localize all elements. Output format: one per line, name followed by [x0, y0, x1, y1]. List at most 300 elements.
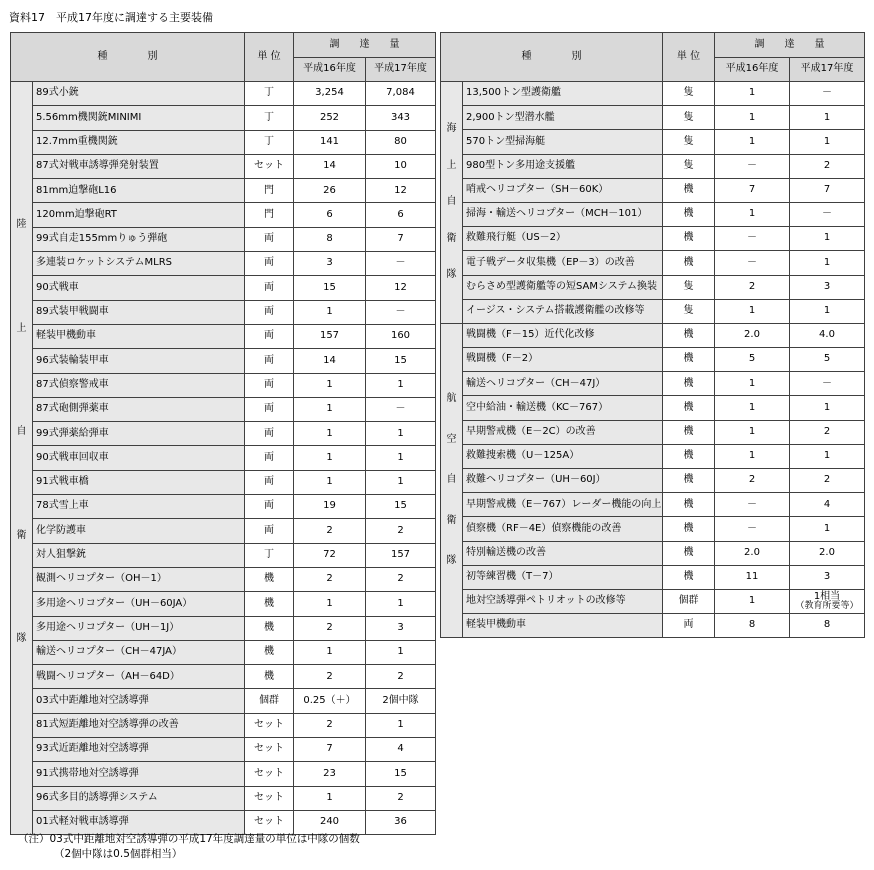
- table-row: [441, 348, 865, 372]
- item-h16: 2: [294, 665, 366, 689]
- item-unit: 両: [245, 446, 294, 470]
- item-name: 特別輸送機の改善: [463, 541, 663, 565]
- item-h16: 1: [294, 446, 366, 470]
- item-name: 89式小銃: [33, 82, 245, 106]
- item-name: 掃海・輸送ヘリコプター（MCH－101）: [463, 202, 663, 226]
- table-row: [11, 252, 436, 276]
- item-h17: [790, 589, 865, 613]
- header-kind: 種 別: [441, 33, 663, 82]
- item-unit: 丁: [245, 543, 294, 567]
- item-h17: 1: [366, 640, 436, 664]
- item-name: イージス・システム搭載護衛艦の改修等: [463, 299, 663, 323]
- item-h17: 6: [366, 203, 436, 227]
- header-h17: 平成17年度: [366, 58, 436, 82]
- item-h17: －: [366, 252, 436, 276]
- table-row: [11, 397, 436, 421]
- item-h16: 1: [715, 299, 790, 323]
- group-label-char: 衛: [446, 232, 457, 244]
- item-h16: 1: [715, 420, 790, 444]
- item-name: 対人狙撃銃: [33, 543, 245, 567]
- header-kind: 種 別: [11, 33, 245, 82]
- item-unit: 丁: [245, 106, 294, 130]
- item-unit: セット: [245, 713, 294, 737]
- header-h17: 平成17年度: [790, 58, 865, 82]
- item-h17-main: 1相当: [813, 590, 841, 602]
- item-unit: 機: [663, 202, 715, 226]
- item-h17: 8: [790, 614, 865, 638]
- item-h16: 1: [294, 422, 366, 446]
- item-h16: 2: [715, 469, 790, 493]
- item-name: 早期警戒機（E－2C）の改善: [463, 420, 663, 444]
- item-h17: 2: [366, 519, 436, 543]
- item-unit: 両: [245, 422, 294, 446]
- table-row: [11, 324, 436, 348]
- item-h16: 2.0: [715, 323, 790, 347]
- item-h17: 160: [366, 324, 436, 348]
- item-h17: 15: [366, 349, 436, 373]
- item-h16: 72: [294, 543, 366, 567]
- item-name: 81mm迫撃砲L16: [33, 179, 245, 203]
- item-h16: 7: [294, 738, 366, 762]
- item-unit: 機: [245, 640, 294, 664]
- group-label-char: 上: [446, 159, 457, 171]
- item-h16: 1: [294, 592, 366, 616]
- item-h17: 7: [366, 227, 436, 251]
- item-unit: 機: [663, 517, 715, 541]
- item-h16: 23: [294, 762, 366, 786]
- item-name: 87式偵察警戒車: [33, 373, 245, 397]
- group-label-char: 衛: [446, 514, 457, 526]
- table-row: [441, 420, 865, 444]
- item-unit: 両: [245, 373, 294, 397]
- item-h16: 1: [294, 786, 366, 810]
- group-label-char: 陸: [16, 219, 27, 230]
- item-unit: 機: [245, 592, 294, 616]
- item-unit: 隻: [663, 299, 715, 323]
- table-row: [441, 202, 865, 226]
- item-h17: 1: [366, 373, 436, 397]
- item-name: 電子戦データ収集機（EP－3）の改善: [463, 251, 663, 275]
- item-h16: 6: [294, 203, 366, 227]
- item-unit: 門: [245, 179, 294, 203]
- item-h17: 2: [790, 420, 865, 444]
- table-row: [441, 130, 865, 154]
- item-unit: 両: [245, 397, 294, 421]
- table-row: [441, 275, 865, 299]
- item-h16: 3: [294, 252, 366, 276]
- item-unit: 個群: [245, 689, 294, 713]
- item-h17: 4: [366, 738, 436, 762]
- item-h17: 2: [366, 567, 436, 591]
- item-h16: 1: [294, 373, 366, 397]
- table-row: [11, 689, 436, 713]
- item-h16: 2: [294, 567, 366, 591]
- item-name: 81式短距離地対空誘導弾の改善: [33, 713, 245, 737]
- item-name: 01式軽対戦車誘導弾: [33, 810, 245, 834]
- item-name: 96式多目的誘導弾システム: [33, 786, 245, 810]
- item-unit: 両: [663, 614, 715, 638]
- item-name: 救難ヘリコプター（UH－60J）: [463, 469, 663, 493]
- table-row: [11, 519, 436, 543]
- item-h16: 2: [294, 519, 366, 543]
- group-label-char: 隊: [446, 269, 457, 281]
- item-name: 早期警戒機（E－767）レーダー機能の向上: [463, 493, 663, 517]
- item-h17: 10: [366, 154, 436, 178]
- item-name: 軽装甲機動車: [33, 324, 245, 348]
- item-h17: 1: [366, 592, 436, 616]
- item-h16: 1: [294, 300, 366, 324]
- item-name: 救難捜索機（U－125A）: [463, 444, 663, 468]
- item-unit: 門: [245, 203, 294, 227]
- group-label-char: 隊: [446, 555, 457, 567]
- group-label-char: 衛: [16, 529, 27, 541]
- item-h16: 1: [294, 397, 366, 421]
- item-h17: 2個中隊: [366, 689, 436, 713]
- item-h16: 1: [715, 396, 790, 420]
- item-h16: 15: [294, 276, 366, 300]
- item-h17: 2: [790, 154, 865, 178]
- item-unit: 丁: [245, 130, 294, 154]
- item-unit: 両: [245, 519, 294, 543]
- header-unit: 単 位: [663, 33, 715, 82]
- item-name: 120mm迫撃砲RT: [33, 203, 245, 227]
- item-name: 5.56mm機関銃MINIMI: [33, 106, 245, 130]
- page-title: 資料17 平成17年度に調達する主要装備: [9, 11, 213, 24]
- item-h16: 7: [715, 178, 790, 202]
- item-h16: －: [715, 154, 790, 178]
- item-unit: 両: [245, 252, 294, 276]
- item-name: 軽装甲機動車: [463, 614, 663, 638]
- table-row: [441, 251, 865, 275]
- table-row: [11, 154, 436, 178]
- item-unit: 隻: [663, 154, 715, 178]
- item-h17: 1: [790, 444, 865, 468]
- item-name: 輸送ヘリコプター（CH－47JA）: [33, 640, 245, 664]
- item-name: 78式雪上車: [33, 495, 245, 519]
- item-h17: －: [790, 82, 865, 106]
- item-name: 空中給油・輸送機（KC－767）: [463, 396, 663, 420]
- item-h17: 1: [366, 446, 436, 470]
- header-amount: 調 達 量: [715, 33, 865, 58]
- item-h16: 0.25（＋）: [294, 689, 366, 713]
- item-h17: 1: [790, 227, 865, 251]
- item-h16: 1: [715, 444, 790, 468]
- table-row: [11, 786, 436, 810]
- msdf-asdf-procurement-table: [440, 32, 865, 638]
- item-h16: 14: [294, 349, 366, 373]
- item-h17: －: [366, 397, 436, 421]
- group-label: [441, 82, 463, 324]
- item-name: 多用途ヘリコプター（UH－1J）: [33, 616, 245, 640]
- item-h16: 1: [715, 589, 790, 613]
- item-name: 戦闘機（F－15）近代化改修: [463, 323, 663, 347]
- table-row: [11, 130, 436, 154]
- table-row: [441, 565, 865, 589]
- group-label-char: 隊: [16, 633, 27, 644]
- item-h17: 3: [790, 565, 865, 589]
- item-h17: 7,084: [366, 82, 436, 106]
- item-h17: 1: [790, 299, 865, 323]
- item-unit: 機: [245, 567, 294, 591]
- item-h17: 80: [366, 130, 436, 154]
- item-h16: 2: [715, 275, 790, 299]
- table-row: [441, 227, 865, 251]
- item-name: 91式携帯地対空誘導弾: [33, 762, 245, 786]
- table-row: [11, 665, 436, 689]
- item-unit: 機: [245, 665, 294, 689]
- item-name: 多連装ロケットシステムMLRS: [33, 252, 245, 276]
- table-row: [11, 203, 436, 227]
- item-h16: 19: [294, 495, 366, 519]
- table-row: [11, 738, 436, 762]
- table-row: [11, 470, 436, 494]
- item-unit: 機: [663, 372, 715, 396]
- item-h17: 3: [790, 275, 865, 299]
- group-label-char: 上: [16, 322, 27, 334]
- table-row: [441, 106, 865, 130]
- item-h16: 1: [715, 106, 790, 130]
- item-name: 戦闘機（F－2）: [463, 348, 663, 372]
- item-h17: 2: [366, 665, 436, 689]
- item-h16: 1: [715, 202, 790, 226]
- item-h16: 8: [715, 614, 790, 638]
- item-h17: 36: [366, 810, 436, 834]
- item-h16: 157: [294, 324, 366, 348]
- item-h16: 3,254: [294, 82, 366, 106]
- item-h17: 2: [790, 469, 865, 493]
- item-name: 13,500トン型護衛艦: [463, 82, 663, 106]
- item-name: 化学防護車: [33, 519, 245, 543]
- item-unit: 機: [663, 396, 715, 420]
- item-unit: 機: [663, 469, 715, 493]
- item-name: 87式砲側弾薬車: [33, 397, 245, 421]
- item-h17: 15: [366, 495, 436, 519]
- item-h17: －: [790, 372, 865, 396]
- item-h16: 5: [715, 348, 790, 372]
- item-unit: セット: [245, 738, 294, 762]
- group-label-char: 自: [16, 426, 27, 437]
- item-unit: 丁: [245, 82, 294, 106]
- header-h16: 平成16年度: [294, 58, 366, 82]
- item-h17: 2.0: [790, 541, 865, 565]
- item-name: 12.7mm重機関銃: [33, 130, 245, 154]
- table-row: [11, 106, 436, 130]
- item-unit: 両: [245, 349, 294, 373]
- item-h17: 1: [790, 130, 865, 154]
- item-unit: 個群: [663, 589, 715, 613]
- item-h17: 15: [366, 762, 436, 786]
- item-h16: 1: [715, 372, 790, 396]
- item-unit: 機: [663, 323, 715, 347]
- item-name: 90式戦車: [33, 276, 245, 300]
- item-unit: 両: [245, 470, 294, 494]
- group-label-char: 海: [446, 123, 457, 135]
- table-row: [441, 82, 865, 106]
- item-h16: 26: [294, 179, 366, 203]
- item-h16: －: [715, 251, 790, 275]
- item-h16: 2: [294, 713, 366, 737]
- item-name: 2,900トン型潜水艦: [463, 106, 663, 130]
- group-label-char: 自: [446, 474, 457, 486]
- item-h17-sub: （教育所要等）: [795, 601, 859, 612]
- item-h17: 12: [366, 276, 436, 300]
- item-unit: 両: [245, 324, 294, 348]
- item-name: 96式装輪装甲車: [33, 349, 245, 373]
- item-h17: 1: [790, 251, 865, 275]
- footnote-line-2: （2個中隊は0.5個群相当）: [54, 848, 183, 860]
- table-row: [441, 541, 865, 565]
- item-name: 89式装甲戦闘車: [33, 300, 245, 324]
- footnote-line-1: （注）03式中距離地対空誘導弾の平成17年度調達量の単位は中隊の個数: [18, 833, 360, 845]
- table-row: [11, 446, 436, 470]
- item-name: 哨戒ヘリコプター（SH－60K）: [463, 178, 663, 202]
- item-h16: 1: [294, 640, 366, 664]
- header-h16: 平成16年度: [715, 58, 790, 82]
- table-row: [11, 300, 436, 324]
- item-unit: 機: [663, 565, 715, 589]
- item-unit: 隻: [663, 82, 715, 106]
- item-unit: 隻: [663, 275, 715, 299]
- item-name: 初等練習機（T－7）: [463, 565, 663, 589]
- item-unit: セット: [245, 810, 294, 834]
- item-name: むらさめ型護衛艦等の短SAMシステム換装: [463, 275, 663, 299]
- item-name: 980型トン多用途支援艦: [463, 154, 663, 178]
- item-unit: 機: [663, 251, 715, 275]
- item-name: 戦闘ヘリコプター（AH－64D）: [33, 665, 245, 689]
- item-unit: セット: [245, 154, 294, 178]
- item-unit: 機: [245, 616, 294, 640]
- footnote: [18, 832, 360, 862]
- item-name: 570トン型掃海艇: [463, 130, 663, 154]
- header-unit: 単 位: [245, 33, 294, 82]
- table-row: [441, 517, 865, 541]
- table-row: [11, 422, 436, 446]
- item-h16: 14: [294, 154, 366, 178]
- group-label: [11, 82, 33, 835]
- item-unit: 機: [663, 541, 715, 565]
- table-row: [11, 276, 436, 300]
- item-unit: 機: [663, 348, 715, 372]
- table-row: [11, 713, 436, 737]
- item-name: 99式自走155mmりゅう弾砲: [33, 227, 245, 251]
- item-name: 偵察機（RF－4E）偵察機能の改善: [463, 517, 663, 541]
- table-row: [441, 469, 865, 493]
- table-row: [441, 614, 865, 638]
- item-name: 90式戦車回収車: [33, 446, 245, 470]
- item-h16: 240: [294, 810, 366, 834]
- item-h17: 157: [366, 543, 436, 567]
- item-name: 多用途ヘリコプター（UH－60JA）: [33, 592, 245, 616]
- table-row: [441, 493, 865, 517]
- table-row: [441, 396, 865, 420]
- item-h17: 343: [366, 106, 436, 130]
- item-h17: 1: [790, 517, 865, 541]
- table-row: [11, 543, 436, 567]
- group-label-char: 空: [446, 433, 457, 445]
- item-unit: セット: [245, 786, 294, 810]
- group-label-char: 自: [446, 196, 457, 208]
- item-unit: 機: [663, 420, 715, 444]
- table-row: [11, 592, 436, 616]
- item-unit: 両: [245, 227, 294, 251]
- item-h17: －: [790, 202, 865, 226]
- table-row: [441, 154, 865, 178]
- item-h17: 3: [366, 616, 436, 640]
- item-h17: 1: [366, 470, 436, 494]
- table-row: [11, 640, 436, 664]
- item-h16: －: [715, 517, 790, 541]
- item-h16: 1: [715, 130, 790, 154]
- item-h16: 1: [715, 82, 790, 106]
- table-row: [441, 444, 865, 468]
- table-row: [11, 179, 436, 203]
- header-amount: 調 達 量: [294, 33, 436, 58]
- item-unit: 両: [245, 300, 294, 324]
- item-unit: セット: [245, 762, 294, 786]
- table-row: [11, 616, 436, 640]
- item-name: 観測ヘリコプター（OH－1）: [33, 567, 245, 591]
- item-h17: 1: [366, 713, 436, 737]
- item-name: 99式弾薬給弾車: [33, 422, 245, 446]
- item-h16: 2.0: [715, 541, 790, 565]
- table-row: [11, 82, 436, 106]
- item-h16: 141: [294, 130, 366, 154]
- item-h16: －: [715, 227, 790, 251]
- table-row: [11, 227, 436, 251]
- table-row: [441, 178, 865, 202]
- item-unit: 両: [245, 276, 294, 300]
- item-name: 87式対戦車誘導弾発射装置: [33, 154, 245, 178]
- item-h17: 4: [790, 493, 865, 517]
- table-row: [11, 567, 436, 591]
- item-h17: 1: [790, 396, 865, 420]
- item-unit: 機: [663, 227, 715, 251]
- item-h16: 1: [294, 470, 366, 494]
- item-name: 救難飛行艇（US－2）: [463, 227, 663, 251]
- item-unit: 隻: [663, 130, 715, 154]
- item-name: 輸送ヘリコプター（CH－47J）: [463, 372, 663, 396]
- item-h17: 1: [790, 106, 865, 130]
- item-name: 地対空誘導弾ペトリオットの改修等: [463, 589, 663, 613]
- item-unit: 機: [663, 444, 715, 468]
- item-name: 93式近距離地対空誘導弾: [33, 738, 245, 762]
- item-h17: 12: [366, 179, 436, 203]
- group-label-char: 航: [446, 393, 457, 405]
- item-h17: 7: [790, 178, 865, 202]
- table-row: [441, 323, 865, 347]
- item-h17: 5: [790, 348, 865, 372]
- table-row: [11, 495, 436, 519]
- item-unit: 隻: [663, 106, 715, 130]
- item-name: 91式戦車橋: [33, 470, 245, 494]
- item-unit: 両: [245, 495, 294, 519]
- item-h17: 4.0: [790, 323, 865, 347]
- item-h16: －: [715, 493, 790, 517]
- table-row: [441, 299, 865, 323]
- item-h16: 11: [715, 565, 790, 589]
- item-h16: 2: [294, 616, 366, 640]
- item-unit: 機: [663, 178, 715, 202]
- item-h16: 8: [294, 227, 366, 251]
- table-row: [11, 373, 436, 397]
- table-row: [441, 589, 865, 613]
- table-row: [11, 762, 436, 786]
- table-row: [441, 372, 865, 396]
- item-unit: 機: [663, 493, 715, 517]
- item-h17: 2: [366, 786, 436, 810]
- item-name: 03式中距離地対空誘導弾: [33, 689, 245, 713]
- group-label: [441, 323, 463, 637]
